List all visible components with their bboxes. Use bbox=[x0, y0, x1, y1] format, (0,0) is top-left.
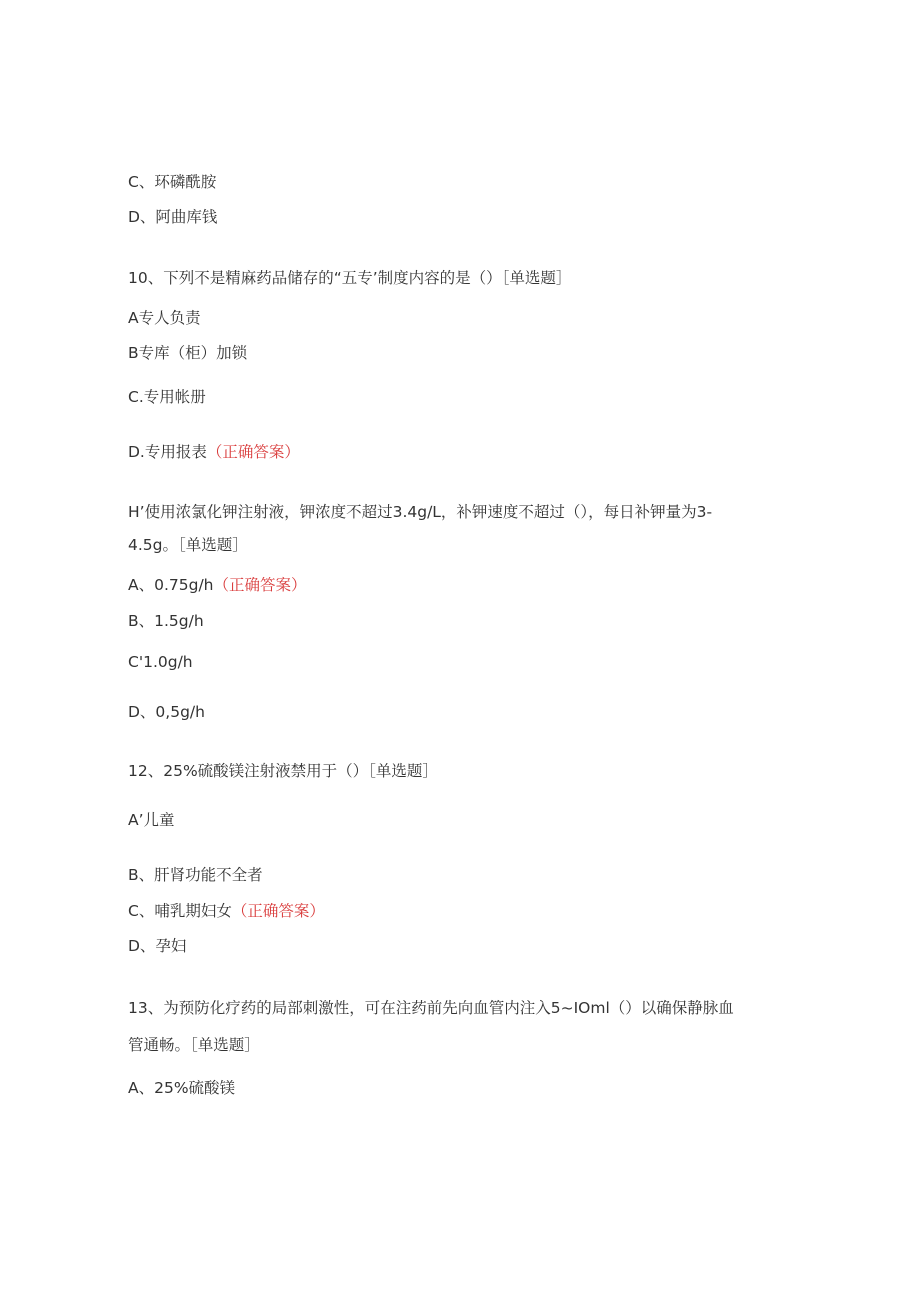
line-text: A、0.75g/h bbox=[128, 576, 214, 594]
line-text: B、1.5g/h bbox=[128, 612, 204, 630]
option-b-dedicated-cabinet bbox=[128, 343, 247, 363]
correct-answer-mark: （正确答案） bbox=[231, 902, 325, 920]
question-10 bbox=[128, 268, 571, 288]
option-d-dedicated-report bbox=[128, 442, 300, 462]
line-text: D、孕妇 bbox=[128, 937, 187, 955]
line-text: C'1.0g∕h bbox=[128, 653, 193, 671]
line-text: C.专用帐册 bbox=[128, 388, 206, 406]
line-text: D.专用报表 bbox=[128, 443, 207, 461]
line-text: A专人负责 bbox=[128, 309, 201, 327]
option-c-1-0 bbox=[128, 652, 193, 672]
option-d-pregnant bbox=[128, 936, 186, 956]
option-c-dedicated-ledger bbox=[128, 387, 206, 407]
option-d-atracurium bbox=[128, 207, 217, 227]
question-text: 12、25%硫酸镁注射液禁用于（）［单选题］ bbox=[128, 762, 438, 780]
correct-answer-mark: （正确答案） bbox=[206, 443, 300, 461]
question-text: 13、为预防化疗药的局部刺激性，可在注药前先向血管内注入5~IOml（）以确保静脉血 bbox=[128, 999, 734, 1017]
question-text: 10、下列不是精麻药品储存的“五专’制度内容的是（）［单选题］ bbox=[128, 269, 572, 287]
question-13-line-1 bbox=[128, 998, 734, 1018]
question-13-line-2 bbox=[128, 1035, 260, 1055]
option-d-0-5 bbox=[128, 702, 205, 722]
option-c-cyclophosphamide bbox=[128, 172, 216, 192]
question-text: H’使用浓氯化钾注射液，钾浓度不超过3.4g∕L，补钾速度不超过（），每日补钾量为3- bbox=[128, 503, 713, 521]
question-12 bbox=[128, 761, 438, 781]
option-b-liver-kidney bbox=[128, 865, 263, 885]
question-11-line-2 bbox=[128, 535, 248, 555]
question-text: 管通畅。［单选题］ bbox=[128, 1036, 260, 1054]
line-text: B专库（柜）加锁 bbox=[128, 344, 248, 362]
option-a-dedicated-person bbox=[128, 308, 201, 328]
line-text: A、25%硫酸镁 bbox=[128, 1079, 236, 1097]
option-b-1-5 bbox=[128, 611, 204, 631]
option-a-children bbox=[128, 810, 175, 830]
line-text: D、0,5g∕h bbox=[128, 703, 205, 721]
line-text: C、哺乳期妇女 bbox=[128, 902, 232, 920]
option-c-lactating bbox=[128, 901, 325, 921]
question-text: 4.5g。［单选题］ bbox=[128, 536, 248, 554]
line-text: A’儿童 bbox=[128, 811, 175, 829]
option-a-0-75 bbox=[128, 575, 307, 595]
line-text: B、肝肾功能不全者 bbox=[128, 866, 263, 884]
line-text: D、阿曲库钱 bbox=[128, 208, 218, 226]
line-text: C、环磷酰胺 bbox=[128, 173, 217, 191]
correct-answer-mark: （正确答案） bbox=[213, 576, 307, 594]
option-a-magnesium-sulfate bbox=[128, 1078, 235, 1098]
question-11-line-1 bbox=[128, 502, 712, 522]
